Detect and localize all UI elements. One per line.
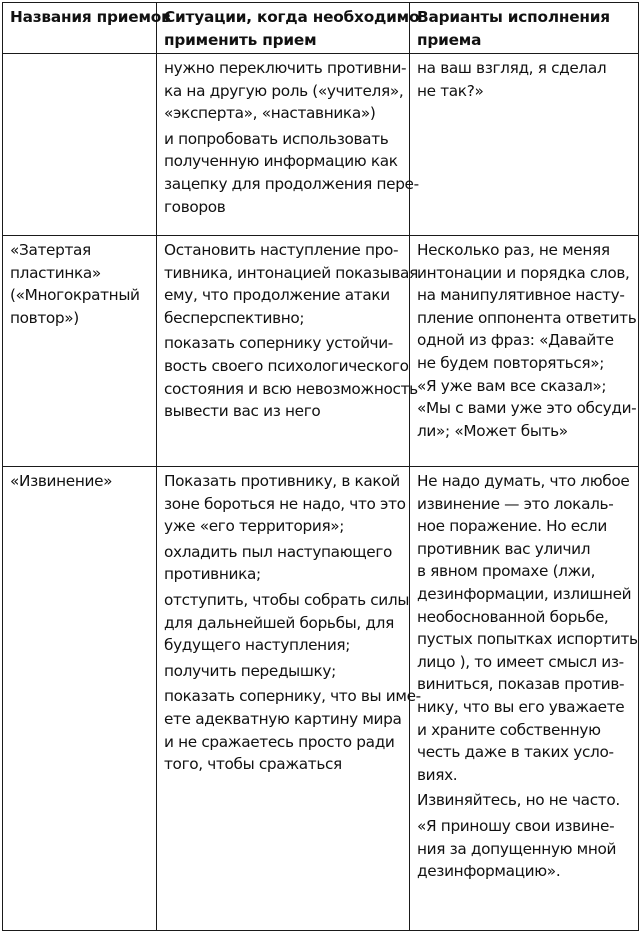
text-line: для дальнейшей борьбы, для bbox=[164, 613, 394, 632]
text-paragraph bbox=[417, 789, 633, 812]
text-line: зоне бороться не надо, что это bbox=[164, 494, 406, 513]
text-paragraph bbox=[164, 128, 419, 218]
text-line: Остановить наступление про- bbox=[164, 241, 399, 259]
text-line: показать сопернику устойчи- bbox=[164, 334, 393, 353]
text-line: бесперспективно; bbox=[164, 308, 305, 327]
text-line: извинение — это локаль- bbox=[417, 494, 614, 513]
text-paragraph bbox=[164, 589, 410, 657]
text-paragraph bbox=[417, 815, 633, 883]
text-line: одной из фраз: «Давайте bbox=[417, 331, 614, 350]
situation-cell bbox=[157, 54, 419, 236]
text-line: тивника, интонацией показывая bbox=[164, 263, 418, 282]
text-line: дезинформацию». bbox=[417, 862, 561, 881]
text-line: получить передышку; bbox=[164, 661, 336, 680]
header-row bbox=[3, 3, 639, 54]
text-line: нужно переключить противни- bbox=[164, 59, 407, 77]
text-line: «Извинение» bbox=[10, 472, 113, 490]
text-line: полученную информацию как bbox=[164, 152, 398, 171]
text-line: вывести вас из него bbox=[164, 402, 321, 421]
text-line: ное поражение. Но если bbox=[417, 517, 607, 536]
header-variants bbox=[410, 3, 639, 54]
text-line: охладить пыл наступающего bbox=[164, 542, 393, 561]
text-line: Показать противнику, в какой bbox=[164, 472, 400, 490]
text-line: необоснованной борьбе, bbox=[417, 607, 609, 626]
text-line: нику, что вы его уважаете bbox=[417, 697, 625, 716]
situation-cell bbox=[157, 467, 421, 931]
variants-cell bbox=[410, 467, 639, 931]
text-line: ка на другую роль («учителя», bbox=[164, 81, 404, 100]
text-line: и попробовать использовать bbox=[164, 129, 389, 148]
text-line: вость своего психологического bbox=[164, 356, 409, 375]
text-line: на ваш взгляд, я сделал bbox=[417, 59, 607, 77]
text-line: отступить, чтобы собрать силы bbox=[164, 590, 410, 609]
text-line: противник вас уличил bbox=[417, 539, 591, 558]
text-line: «Я уже вам все сказал»; bbox=[417, 376, 607, 395]
text-paragraph bbox=[417, 57, 633, 102]
header-technique-names bbox=[3, 3, 171, 54]
text-paragraph bbox=[164, 541, 404, 586]
text-line: Несколько раз, не меняя bbox=[417, 241, 610, 259]
text-paragraph bbox=[417, 239, 637, 442]
text-line: интонации и порядка слов, bbox=[417, 263, 630, 282]
text-line: говоров bbox=[164, 197, 226, 216]
text-line: Не надо думать, что любое bbox=[417, 472, 630, 490]
text-line: ли»; «Может быть» bbox=[417, 421, 568, 440]
text-line: того, чтобы сражаться bbox=[164, 755, 342, 774]
text-paragraph bbox=[164, 685, 421, 775]
text-line: ете адекватную картину мира bbox=[164, 709, 402, 728]
text-paragraph bbox=[164, 239, 418, 329]
text-line: состояния и всю невозможность bbox=[164, 379, 418, 398]
text-paragraph bbox=[164, 470, 404, 538]
header-line: Варианты исполнения bbox=[417, 8, 610, 26]
header-line: применить прием bbox=[164, 30, 317, 49]
text-line: Извиняйтесь, но не часто. bbox=[417, 791, 620, 810]
text-line: «Затертая bbox=[10, 241, 91, 259]
table-row bbox=[3, 467, 639, 931]
text-line: показать сопернику, что вы име- bbox=[164, 687, 421, 706]
situation-cell bbox=[157, 236, 418, 467]
text-line: пление оппонента ответить bbox=[417, 308, 637, 327]
text-line: честь даже в таких усло- bbox=[417, 743, 614, 762]
text-line: пустых попытках испортить bbox=[417, 630, 638, 649]
text-line: в явном промахе (лжи, bbox=[417, 562, 596, 581]
variants-cell bbox=[410, 54, 639, 236]
text-line: «эксперта», «наставника») bbox=[164, 104, 376, 123]
text-line: не будем повторяться»; bbox=[417, 353, 605, 372]
text-paragraph bbox=[417, 470, 638, 786]
text-line: противника; bbox=[164, 565, 261, 584]
technique-name-cell bbox=[3, 54, 157, 236]
text-line: и храните собственную bbox=[417, 720, 601, 739]
technique-name-cell bbox=[3, 236, 157, 467]
text-line: на манипулятивное насту- bbox=[417, 286, 625, 305]
text-line: («Многократный bbox=[10, 286, 140, 305]
text-line: лицо ), то имеет смысл из- bbox=[417, 652, 624, 671]
header-line: Ситуации, когда необходимо bbox=[164, 8, 420, 26]
text-line: ему, что продолжение атаки bbox=[164, 286, 390, 305]
text-paragraph bbox=[164, 660, 404, 683]
variants-cell bbox=[410, 236, 639, 467]
technique-name-cell bbox=[3, 467, 157, 931]
text-line: «Я приношу свои извине- bbox=[417, 816, 615, 835]
text-line: дезинформации, излишней bbox=[417, 584, 632, 603]
text-line: ния за допущенную мной bbox=[417, 839, 617, 858]
text-line: зацепку для продолжения пере- bbox=[164, 174, 419, 193]
text-line: виниться, показав против- bbox=[417, 675, 625, 694]
text-paragraph bbox=[164, 332, 418, 422]
text-line: и не сражаетесь просто ради bbox=[164, 732, 395, 751]
table-row bbox=[3, 54, 639, 236]
text-line: пластинка» bbox=[10, 263, 101, 282]
text-line: «Мы с вами уже это обсуди- bbox=[417, 399, 637, 418]
text-line: будущего наступления; bbox=[164, 636, 351, 655]
text-line: виях. bbox=[417, 765, 458, 784]
text-paragraph bbox=[164, 57, 407, 125]
text-line: уже «его территория»; bbox=[164, 517, 345, 536]
techniques-table bbox=[2, 2, 639, 931]
header-line: приема bbox=[417, 30, 482, 49]
text-line: повтор») bbox=[10, 308, 79, 327]
header-line: Названия приемов bbox=[10, 8, 171, 26]
header-situations bbox=[157, 3, 420, 54]
table-row bbox=[3, 236, 639, 467]
text-line: не так?» bbox=[417, 81, 484, 100]
